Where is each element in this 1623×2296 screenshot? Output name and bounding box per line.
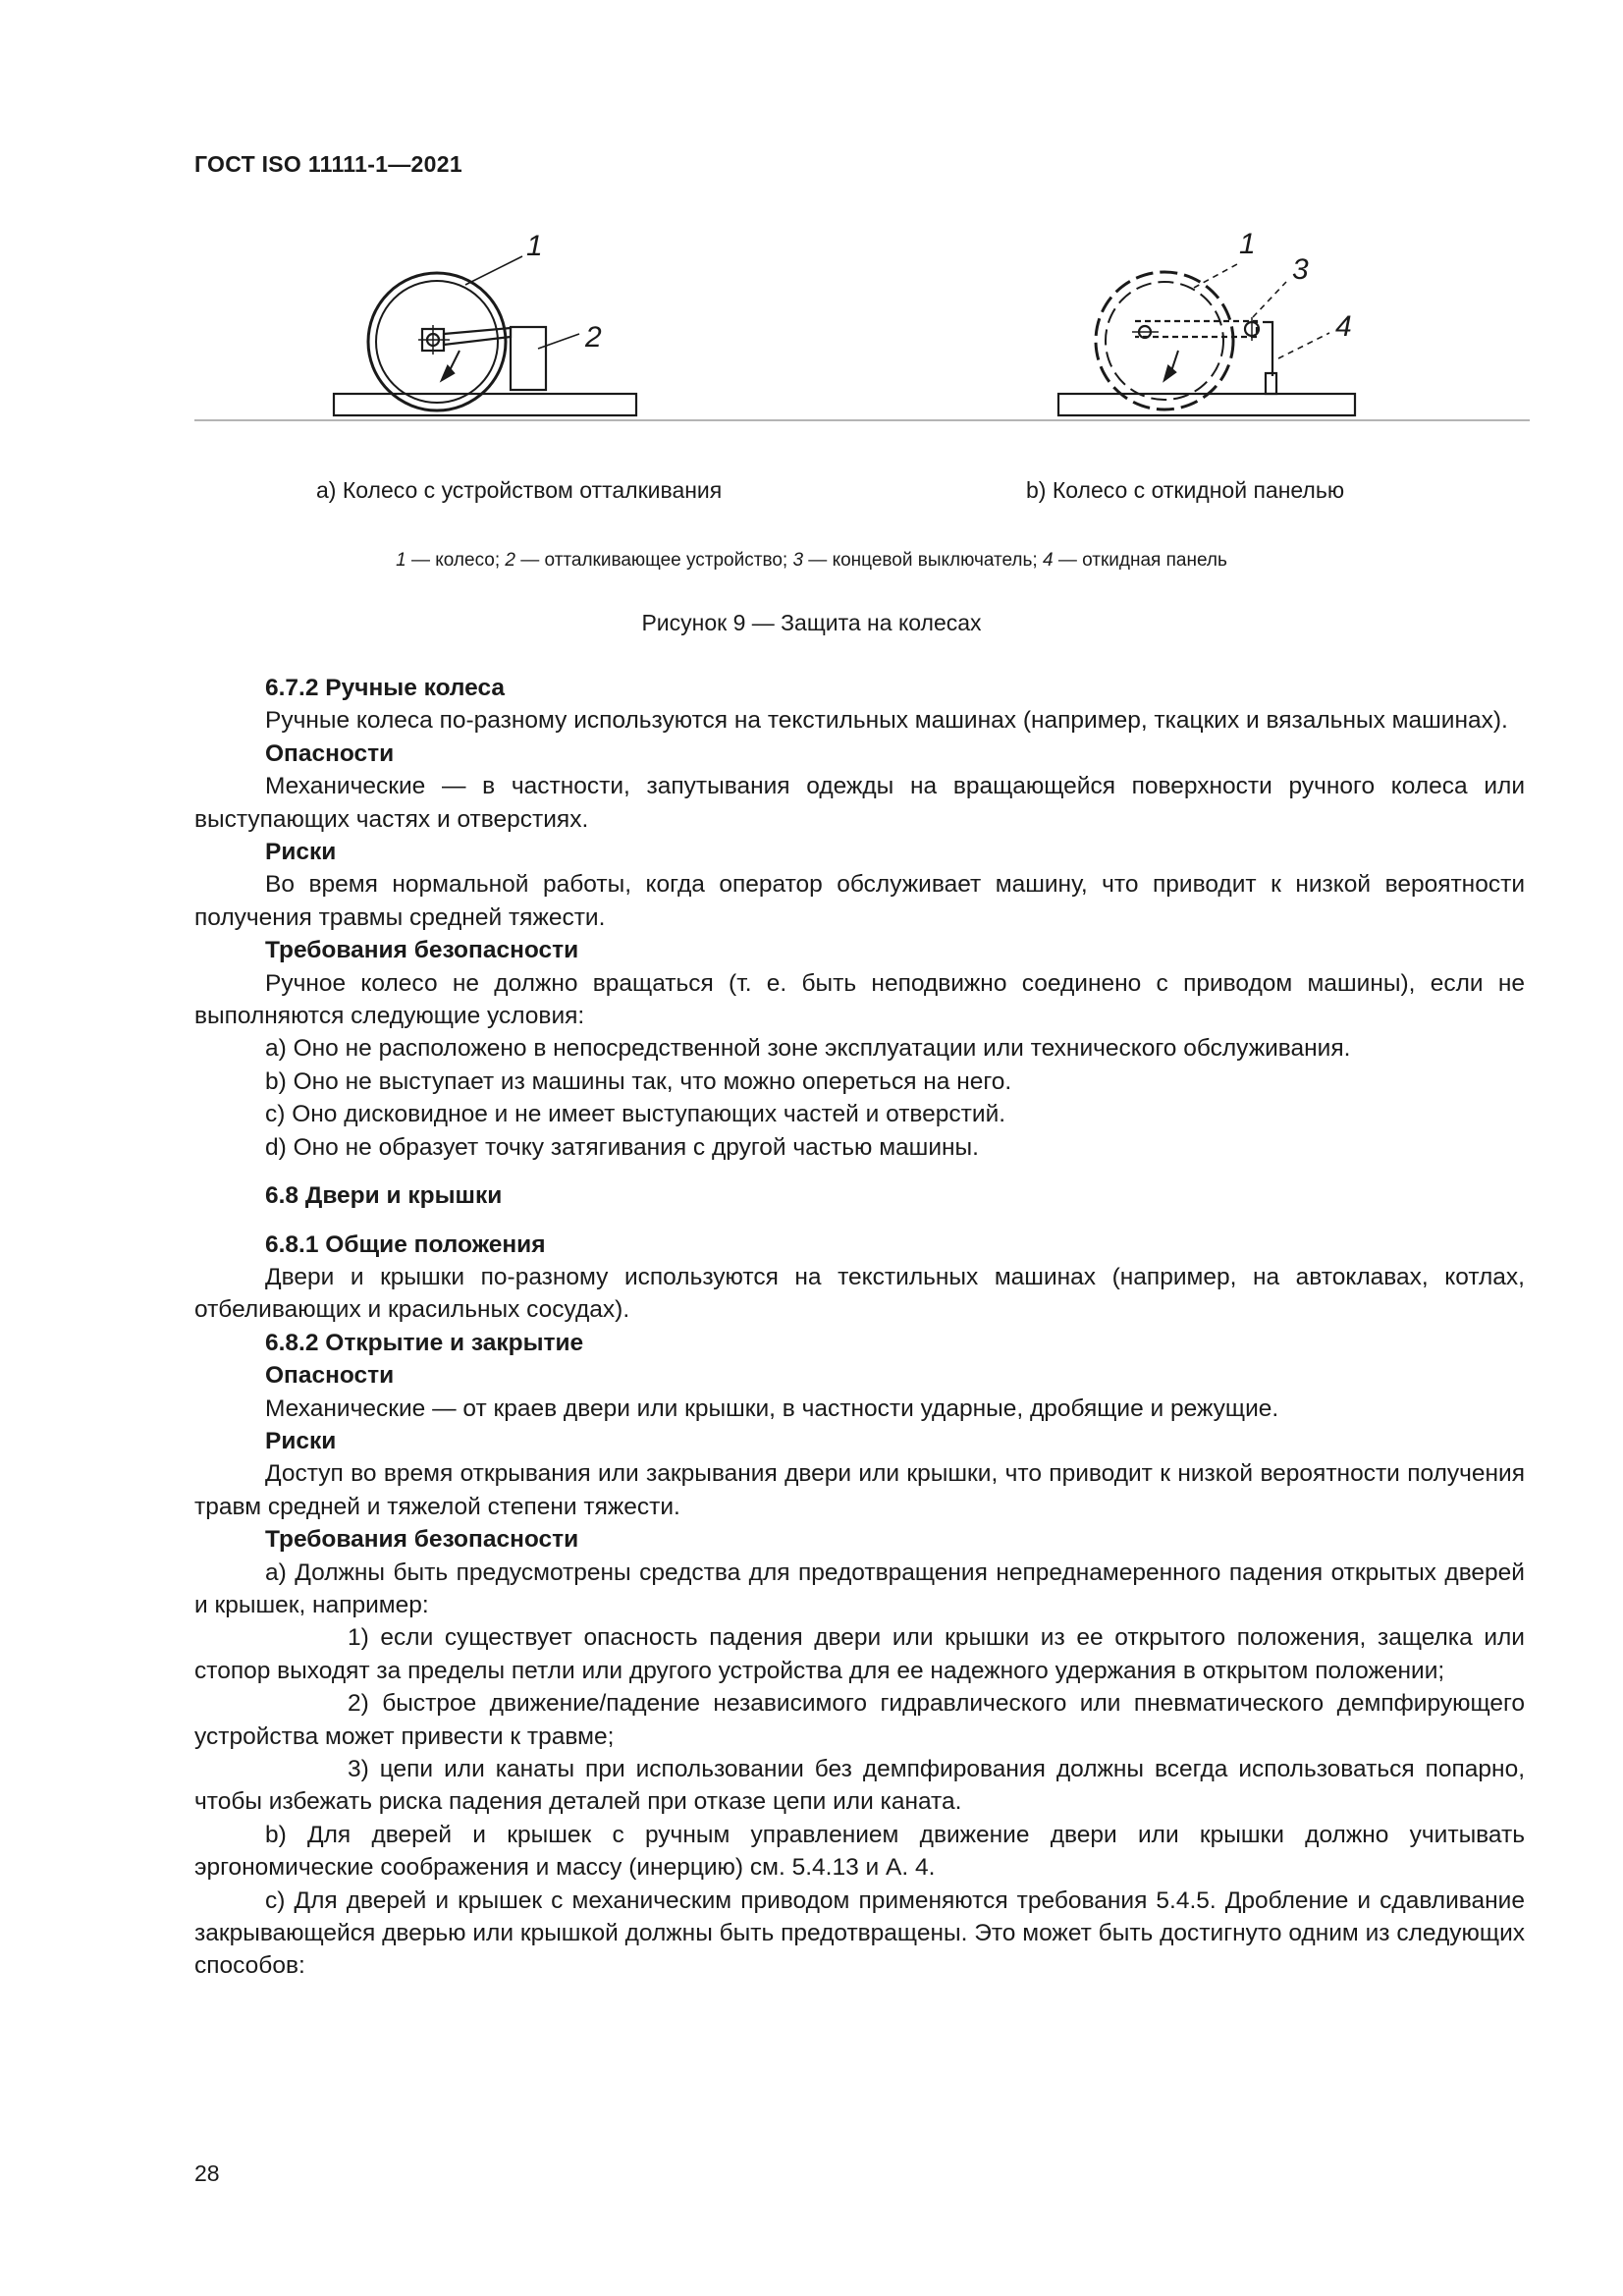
leader-1b [1194, 264, 1237, 288]
wheel-a-inner [376, 281, 498, 403]
paragraph: Ручные колеса по-разному используются на текстильных машинах (например, ткацких и вязальных машинах). [265, 707, 1508, 735]
document-code: ГОСТ ISO 11111-1—2021 [194, 151, 462, 177]
figure-wheel-guards [194, 221, 1530, 442]
figure-title: Рисунок 9 — Защита на колесах [641, 610, 982, 635]
floor-a [334, 394, 636, 415]
subheading: Риски [265, 1427, 337, 1454]
push-device [511, 327, 546, 390]
rotation-arrow-b [1164, 366, 1175, 380]
callout-2a: 2 [585, 321, 602, 354]
caption-b: b) Колесо с откидной панелью [1026, 477, 1345, 503]
arm-b [1135, 321, 1257, 337]
callout-4b: 4 [1335, 310, 1352, 343]
callout-3b: 3 [1292, 253, 1309, 286]
panel-hinge [1263, 322, 1272, 376]
diagram-b-wheel-hinged-panel [1058, 264, 1355, 415]
legend-num: 1 [396, 550, 406, 571]
hinged-panel [1266, 373, 1276, 394]
figure-legend [0, 550, 1623, 572]
subheading: Риски [265, 839, 337, 866]
legend-text: — отталкивающее устройство; [515, 550, 793, 571]
legend-text: — концевой выключатель; [803, 550, 1043, 571]
list-item: c) Оно дисковидное и не имеет выступающих частей и отверстий. [265, 1101, 1006, 1128]
list-item: d) Оно не образует точку затягивания с другой частью машины. [265, 1133, 979, 1161]
floor-b [1058, 394, 1355, 415]
paragraph: Двери и крышки по-разному используются на текстильных машинах (например, на автоклавах, котлах, отбеливающих и красильных сосудах). [194, 1263, 1525, 1324]
leader-1a [465, 256, 522, 285]
section-heading: 6.8.2 Открытие и закрытие [265, 1329, 584, 1356]
nested-list-item: 2) быстрое движение/падение независимого гидравлического или пневматического демпфирующего устройства может привести к травме; [194, 1690, 1525, 1750]
page-number: 28 [194, 2160, 220, 2186]
paragraph: Ручное колесо не должно вращаться (т. е. быть неподвижно соединено с приводом машины), если не выполняются следующие условия: [194, 969, 1525, 1030]
figure-drawing [194, 221, 1530, 442]
subheading: Требования безопасности [265, 937, 579, 964]
legend-num: 2 [505, 550, 515, 571]
paragraph: Механические — в частности, запутывания одежды на вращающейся поверхности ручного колеса или выступающих частях и отверстиях. [194, 773, 1525, 833]
document-body [194, 672, 1525, 1983]
list-item: c) Для дверей и крышек с механическим приводом применяются требования 5.4.5. Дробление и сдавливание закрывающейся дверью или крышкой должны быть предотвращены. Это может быть достигнуто одним из следующих способов: [194, 1886, 1525, 1980]
nested-list-item: 1) если существует опасность падения двери или крышки из ее открытого положения, защелка или стопор выходят за пределы петли или другого устройства для ее надежного удержания в открытом положении; [194, 1624, 1525, 1684]
legend-num: 3 [792, 550, 804, 571]
wheel-a-outer [368, 273, 506, 410]
list-item: b) Оно не выступает из машины так, что можно опереться на него. [265, 1067, 1012, 1095]
paragraph: Во время нормальной работы, когда оператор обслуживает машину, что приводит к низкой вероятности получения травмы средней тяжести. [194, 871, 1525, 931]
subheading: Опасности [265, 739, 395, 767]
leader-3b [1253, 282, 1286, 317]
wheel-b-outer [1096, 272, 1233, 410]
section-heading: 6.8.1 Общие положения [265, 1230, 546, 1258]
wheel-b-inner [1106, 282, 1223, 400]
list-item: b) Для дверей и крышек с ручным управлением движение двери или крышки должно учитывать эргономические соображения и массу (инерцию) см. 5.4.13 и А. 4. [194, 1821, 1525, 1882]
paragraph: Доступ во время открывания или закрывания двери или крышки, что приводит к низкой вероятности получения травм средней и тяжелой степени тяжести. [194, 1460, 1525, 1520]
nested-list-item: 3) цепи или канаты при использовании без демпфирования должны всегда использоваться попарно, чтобы избежать риска падения деталей при отказе цепи или каната. [194, 1756, 1525, 1816]
legend-num: 4 [1042, 550, 1054, 571]
section-heading: 6.8 Двери и крышки [265, 1182, 503, 1210]
section-heading: 6.7.2 Ручные колеса [265, 675, 506, 701]
arm-a [444, 328, 511, 345]
callout-1a: 1 [526, 230, 543, 262]
callout-1b: 1 [1239, 228, 1256, 260]
rotation-arrow-a [442, 366, 454, 380]
legend-text: — откидная панель [1053, 550, 1227, 571]
legend-text: — колесо; [406, 550, 506, 571]
caption-a: а) Колесо с устройством отталкивания [316, 477, 723, 503]
subheading: Требования безопасности [265, 1526, 579, 1554]
paragraph: Механические — от краев двери или крышки, в частности ударные, дробящие и режущие. [265, 1394, 1279, 1422]
subheading: Опасности [265, 1362, 395, 1390]
leader-4b [1278, 333, 1329, 358]
list-item: а) Оно не расположено в непосредственной зоне эксплуатации или технического обслуживания. [265, 1035, 1351, 1063]
list-item: а) Должны быть предусмотрены средства для предотвращения непреднамеренного падения открытых дверей и крышек, например: [194, 1558, 1525, 1618]
leader-2a [538, 334, 579, 349]
